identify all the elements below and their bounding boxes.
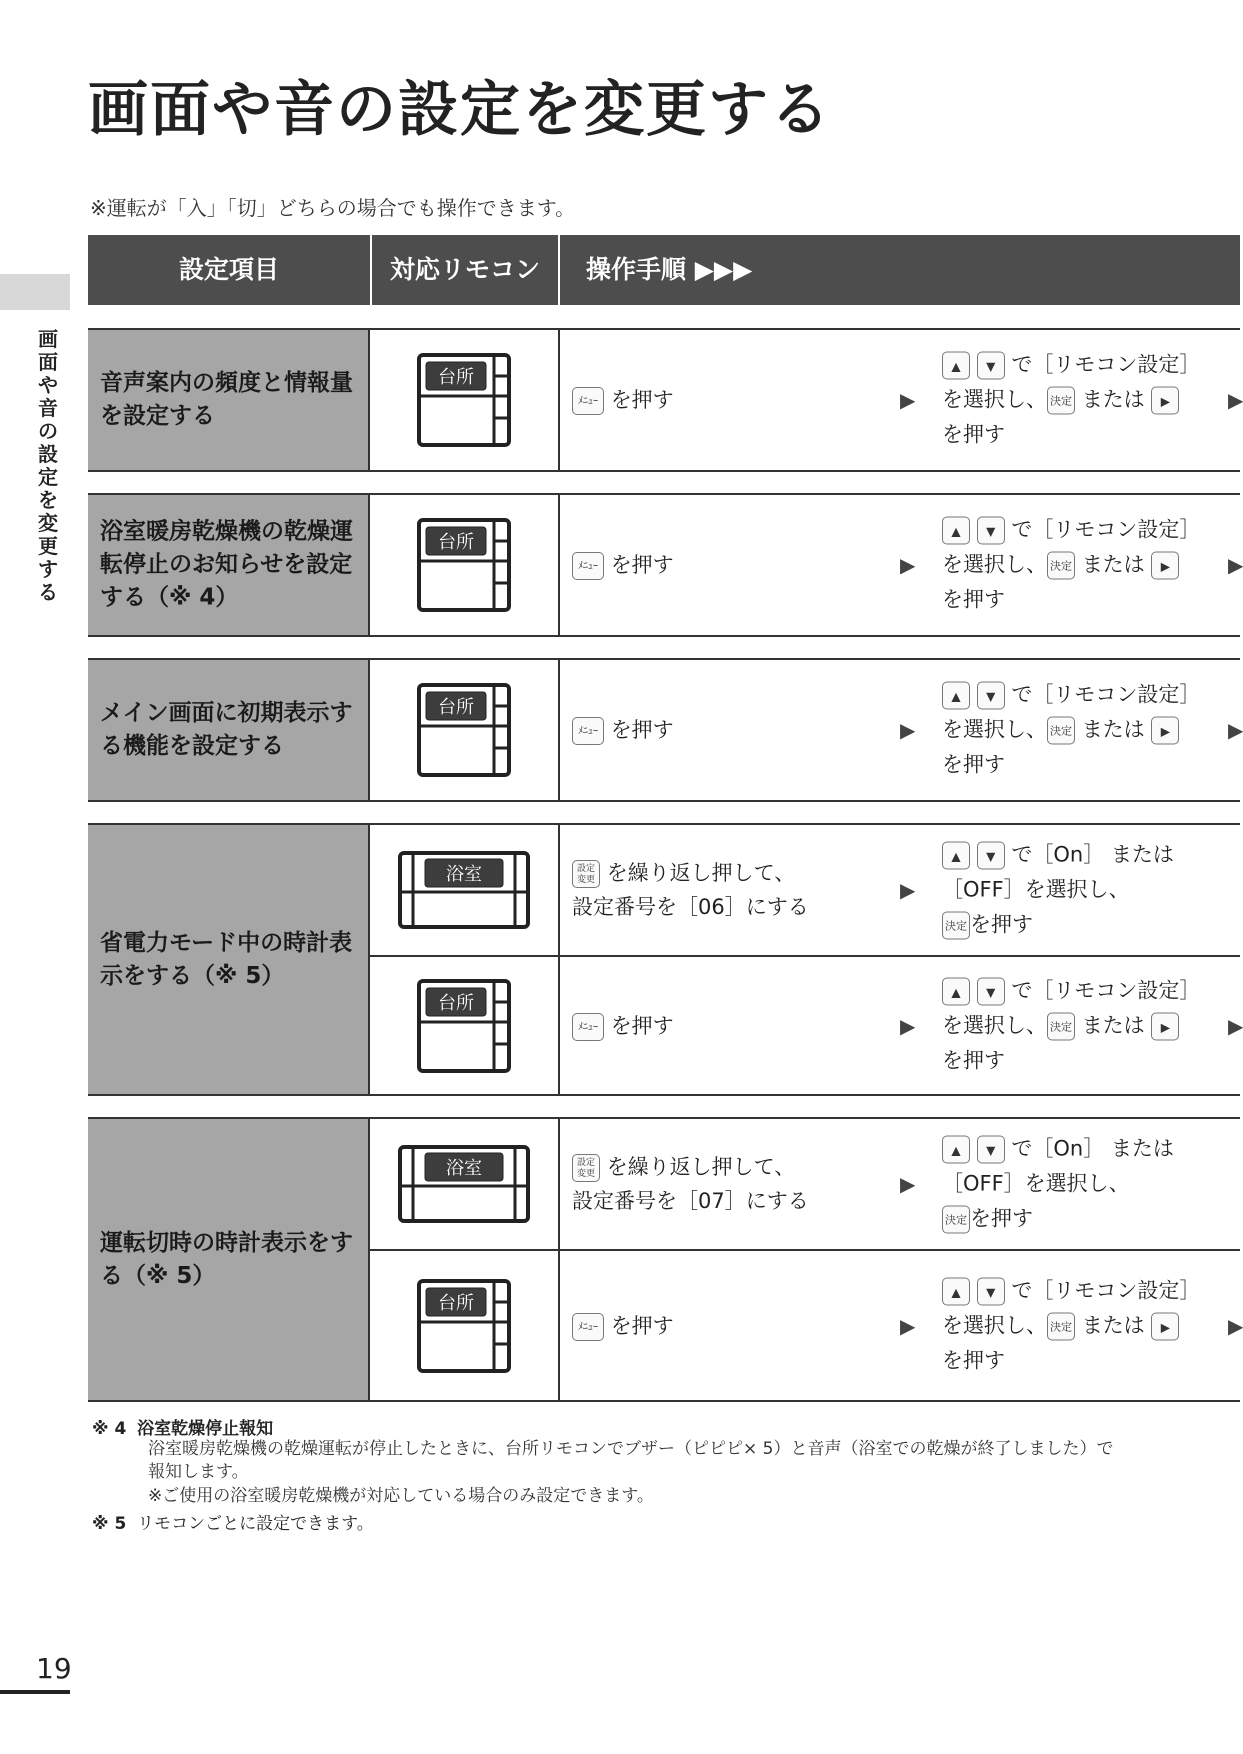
next-arrow-icon: ▶ <box>900 878 916 902</box>
next-arrow-icon: ▶ <box>900 553 916 577</box>
down-key-icon: ▼ <box>977 682 1005 710</box>
step-2: ▲ ▼ で［リモコン設定］ を選択し、 決定 または ▶ を押す <box>942 352 1201 447</box>
setting-group-4 <box>88 823 1243 1096</box>
footnote-5: ※ 5 リモコンごとに設定できます。 <box>92 1514 374 1534</box>
step-2: ▲ ▼ で［リモコン設定］ を選択し、 決定 または ▶ を押す <box>942 978 1201 1072</box>
up-key-icon: ▲ <box>942 1136 970 1164</box>
right-key-icon: ▶ <box>1151 552 1179 580</box>
step-1: ﾒﾆｭｰ を押す <box>572 713 674 747</box>
remote-label: 台所 <box>438 532 474 553</box>
kettei-key-icon: 決定 <box>1047 1312 1075 1340</box>
next-arrow-icon: ▶ <box>900 1172 916 1196</box>
up-key-icon: ▲ <box>942 352 970 380</box>
step-1: 設定 変更 を繰り返し押して、 設定番号を［06］にする <box>572 861 809 919</box>
down-key-icon: ▼ <box>977 842 1005 870</box>
right-key-icon: ▶ <box>1151 1012 1179 1040</box>
setting-item-name: 省電力モード中の時計表示をする（※ 5） <box>88 825 370 1094</box>
header-procedure: 操作手順 ▶▶▶ <box>586 255 753 284</box>
setting-group-2 <box>88 493 1243 637</box>
settei-henkou-key-icon: 設定 変更 <box>572 860 600 888</box>
page-number-underline <box>0 1690 70 1694</box>
kettei-key-icon: 決定 <box>942 1206 970 1234</box>
bath-remote-icon <box>370 825 560 955</box>
header-remote: 対応リモコン <box>389 255 540 284</box>
kettei-key-icon: 決定 <box>1047 717 1075 745</box>
step-1: ﾒﾆｭｰ を押す <box>572 383 674 417</box>
down-key-icon: ▼ <box>977 977 1005 1005</box>
up-key-icon: ▲ <box>942 842 970 870</box>
setting-item-name: 浴室暖房乾燥機の乾燥運転停止のお知らせを設定する（※ 4） <box>88 495 370 635</box>
menu-key-icon: ﾒﾆｭｰ <box>572 387 604 415</box>
page-title: 画面や音の設定を変更する <box>88 75 832 145</box>
remote-label: 台所 <box>438 367 474 388</box>
procedure-row-bath <box>370 825 1240 955</box>
side-tab <box>0 274 70 310</box>
procedure-row <box>370 495 1243 635</box>
procedure-row <box>370 660 1243 800</box>
step-1: ﾒﾆｭｰ を押す <box>572 548 674 582</box>
footnote-4-line1: 浴室暖房乾燥機の乾燥運転が停止したときに、台所リモコンでブザー（ピピピ× 5）と音声（浴室での乾燥が終了しました）で <box>148 1439 1114 1459</box>
page-number: 19 <box>36 1652 72 1685</box>
settei-henkou-key-icon: 設定 変更 <box>572 1154 600 1182</box>
setting-item-name: メイン画面に初期表示する機能を設定する <box>88 660 370 800</box>
step-1: ﾒﾆｭｰ を押す <box>572 1009 674 1043</box>
procedure-row-kitchen <box>370 1249 1243 1400</box>
down-key-icon: ▼ <box>977 352 1005 380</box>
up-key-icon: ▲ <box>942 517 970 545</box>
step-2: ▲ ▼ で［リモコン設定］ を選択し、 決定 または ▶ を押す <box>942 682 1201 777</box>
top-note: ※運転が「入」「切」どちらの場合でも操作できます。 <box>90 196 576 220</box>
procedure-row <box>370 330 1243 470</box>
kettei-key-icon: 決定 <box>942 912 970 940</box>
menu-key-icon: ﾒﾆｭｰ <box>572 552 604 580</box>
down-key-icon: ▼ <box>977 1277 1005 1305</box>
step-2: ▲ ▼ で［On］ または ［OFF］を選択し、 決定 を押す <box>942 1132 1174 1237</box>
kettei-key-icon: 決定 <box>1047 552 1075 580</box>
step-1: 設定 変更 を繰り返し押して、 設定番号を［07］にする <box>572 1155 809 1213</box>
up-key-icon: ▲ <box>942 682 970 710</box>
remote-label: 台所 <box>438 992 474 1014</box>
setting-group-1 <box>88 328 1243 472</box>
next-arrow-icon: ▶ <box>900 718 916 742</box>
up-key-icon: ▲ <box>942 1277 970 1305</box>
menu-key-icon: ﾒﾆｭｰ <box>572 717 604 745</box>
remote-label: 台所 <box>438 697 474 718</box>
setting-item-name: 音声案内の頻度と情報量を設定する <box>88 330 370 470</box>
footnote-4-line2: 報知します。 <box>148 1462 249 1482</box>
footnote-4-line3: ※ご使用の浴室暖房乾燥機が対応している場合のみ設定できます。 <box>148 1486 654 1506</box>
kitchen-remote-icon <box>370 660 560 800</box>
step-2: ▲ ▼ で［リモコン設定］ を選択し、 決定 または ▶ を押す <box>942 517 1201 612</box>
next-arrow-icon: ▶ <box>900 1313 916 1338</box>
menu-key-icon: ﾒﾆｭｰ <box>572 1013 604 1041</box>
bath-remote-icon <box>370 1119 560 1249</box>
next-arrow-icon: ▶ <box>900 388 916 412</box>
step-1: ﾒﾆｭｰ を押す <box>572 1309 674 1343</box>
footnote-4-heading: ※ 4 浴室乾燥停止報知 <box>92 1419 274 1439</box>
kettei-key-icon: 決定 <box>1047 1012 1075 1040</box>
right-key-icon: ▶ <box>1151 387 1179 415</box>
setting-group-3 <box>88 658 1243 802</box>
right-key-icon: ▶ <box>1151 717 1179 745</box>
setting-item-name: 運転切時の時計表示をする（※ 5） <box>88 1119 370 1400</box>
kitchen-remote-icon <box>370 495 560 635</box>
step-2: ▲ ▼ で［リモコン設定］ を選択し、 決定 または ▶ を押す <box>942 1278 1201 1372</box>
remote-label: 台所 <box>438 1292 474 1314</box>
setting-group-5 <box>88 1117 1243 1402</box>
remote-label: 浴室 <box>446 864 482 885</box>
step-2: ▲ ▼ で［On］ または ［OFF］を選択し、 決定 を押す <box>942 838 1174 943</box>
procedure-row-bath <box>370 1119 1240 1249</box>
header-setting-item: 設定項目 <box>178 255 279 284</box>
next-arrow-icon: ▶ <box>1228 718 1243 742</box>
next-arrow-icon: ▶ <box>1228 1313 1243 1338</box>
table-header <box>88 235 1240 305</box>
next-arrow-icon: ▶ <box>900 1013 916 1038</box>
kettei-key-icon: 決定 <box>1047 387 1075 415</box>
remote-label: 浴室 <box>446 1158 482 1179</box>
kitchen-remote-icon <box>370 957 560 1094</box>
down-key-icon: ▼ <box>977 1136 1005 1164</box>
next-arrow-icon: ▶ <box>1228 388 1243 412</box>
side-label: 画面や音の設定を変更する <box>38 327 58 604</box>
kitchen-remote-icon <box>370 330 560 470</box>
next-arrow-icon: ▶ <box>1228 1013 1243 1038</box>
up-key-icon: ▲ <box>942 977 970 1005</box>
menu-key-icon: ﾒﾆｭｰ <box>572 1313 604 1341</box>
right-key-icon: ▶ <box>1151 1312 1179 1340</box>
next-arrow-icon: ▶ <box>1228 553 1243 577</box>
procedure-row-kitchen <box>370 955 1243 1094</box>
kitchen-remote-icon <box>370 1251 560 1400</box>
down-key-icon: ▼ <box>977 517 1005 545</box>
